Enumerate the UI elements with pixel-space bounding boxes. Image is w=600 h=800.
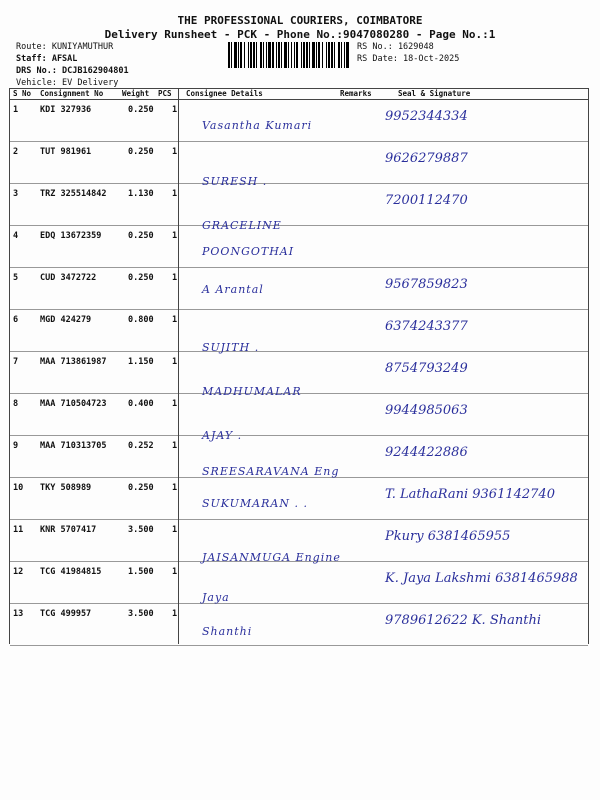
signature-handwritten: Pkury 6381465955	[385, 529, 511, 544]
column-divider	[178, 89, 179, 644]
table-row	[10, 519, 588, 562]
row-pcs: 1	[172, 567, 178, 577]
row-consignment: TKY 508989	[40, 483, 92, 493]
signature-handwritten: 9944985063	[385, 403, 468, 418]
row-pcs: 1	[172, 105, 178, 115]
row-weight: 0.250	[128, 231, 154, 241]
consignee-name-handwritten: SUKUMARAN . .	[202, 497, 308, 510]
row-weight: 0.250	[128, 273, 154, 283]
rs-no-label: RS No.: 1629048	[357, 42, 434, 52]
consignee-name-handwritten: SURESH .	[202, 175, 268, 188]
consignee-name-handwritten: POONGOTHAI	[202, 245, 295, 258]
col-consignment: Consignment No	[40, 89, 104, 98]
row-consignment: TRZ 325514842	[40, 189, 107, 199]
row-pcs: 1	[172, 231, 178, 241]
row-sno: 5	[13, 273, 19, 283]
row-consignment: MAA 710504723	[40, 399, 107, 409]
row-consignment: TCG 499957	[40, 609, 92, 619]
consignee-name-handwritten: JAISANMUGA Engine	[202, 551, 341, 564]
row-weight: 1.130	[128, 189, 154, 199]
row-pcs: 1	[172, 525, 178, 535]
col-pcs: PCS	[158, 89, 172, 98]
drs-label: DRS No.: DCJB162904801	[16, 66, 129, 76]
row-sno: 11	[13, 525, 24, 535]
row-weight: 3.500	[128, 609, 154, 619]
row-pcs: 1	[172, 609, 178, 619]
row-consignment: KNR 5707417	[40, 525, 97, 535]
table-row	[10, 309, 588, 352]
row-sno: 7	[13, 357, 19, 367]
signature-handwritten: 9952344334	[385, 109, 468, 124]
table-row	[10, 99, 588, 142]
signature-handwritten: T. LathaRani 9361142740	[385, 487, 555, 502]
runsheet-subtitle: Delivery Runsheet - PCK - Phone No.:9047080280 - Page No.:1	[104, 28, 496, 41]
row-consignment: MGD 424279	[40, 315, 92, 325]
col-sno: S No	[13, 89, 32, 98]
row-weight: 0.250	[128, 483, 154, 493]
row-pcs: 1	[172, 441, 178, 451]
consignee-name-handwritten: Jaya	[202, 591, 230, 604]
consignee-name-handwritten: MADHUMALAR	[202, 385, 302, 398]
row-sno: 10	[13, 483, 24, 493]
signature-handwritten: 6374243377	[385, 319, 468, 334]
row-pcs: 1	[172, 147, 178, 157]
company-title: THE PROFESSIONAL COURIERS, COIMBATORE	[177, 14, 423, 27]
row-sno: 3	[13, 189, 19, 199]
table-row	[10, 477, 588, 520]
row-weight: 0.250	[128, 105, 154, 115]
row-consignment: KDI 327936	[40, 105, 92, 115]
route-label: Route: KUNIYAMUTHUR	[16, 42, 114, 52]
row-pcs: 1	[172, 189, 178, 199]
row-weight: 0.252	[128, 441, 154, 451]
row-sno: 13	[13, 609, 24, 619]
row-consignment: MAA 713861987	[40, 357, 107, 367]
consignee-name-handwritten: Vasantha Kumari	[202, 119, 313, 132]
meta-left	[16, 41, 129, 89]
table-row	[10, 393, 588, 442]
vehicle-label: Vehicle: EV Delivery	[16, 78, 119, 88]
row-consignment: EDQ 13672359	[40, 231, 102, 241]
staff-label: Staff: AFSAL	[16, 54, 78, 64]
row-sno: 4	[13, 231, 19, 241]
consignee-name-handwritten: A Arantal	[202, 283, 264, 296]
row-sno: 12	[13, 567, 24, 577]
consignee-name-handwritten: SREESARAVANA Eng	[202, 465, 340, 478]
row-weight: 0.400	[128, 399, 154, 409]
row-consignment: TCG 41984815	[40, 567, 102, 577]
col-signature: Seal & Signature	[398, 89, 471, 98]
barcode-image	[228, 42, 350, 68]
row-sno: 6	[13, 315, 19, 325]
row-pcs: 1	[172, 483, 178, 493]
row-pcs: 1	[172, 315, 178, 325]
table-row	[10, 603, 588, 646]
signature-handwritten: 9789612622 K. Shanthi	[385, 613, 541, 628]
row-pcs: 1	[172, 399, 178, 409]
signature-handwritten: 9244422886	[385, 445, 468, 460]
row-sno: 9	[13, 441, 19, 451]
row-sno: 2	[13, 147, 19, 157]
row-pcs: 1	[172, 273, 178, 283]
row-weight: 1.500	[128, 567, 154, 577]
row-weight: 0.800	[128, 315, 154, 325]
table-row	[10, 141, 588, 188]
col-remarks: Remarks	[340, 89, 372, 98]
signature-handwritten: 9626279887	[385, 151, 468, 166]
row-pcs: 1	[172, 357, 178, 367]
row-sno: 1	[13, 105, 19, 115]
table-row	[10, 435, 588, 478]
rs-date-label: RS Date: 18-Oct-2025	[357, 54, 460, 64]
runsheet-table	[9, 88, 589, 644]
meta-right	[357, 41, 459, 65]
table-row	[10, 561, 588, 604]
consignee-name-handwritten: SUJITH .	[202, 341, 260, 354]
row-consignment: TUT 981961	[40, 147, 92, 157]
table-row	[10, 351, 588, 398]
signature-handwritten: 8754793249	[385, 361, 468, 376]
col-weight: Weight	[122, 89, 150, 98]
row-weight: 0.250	[128, 147, 154, 157]
signature-handwritten: K. Jaya Lakshmi 6381465988	[385, 571, 578, 586]
consignee-name-handwritten: Shanthi	[202, 625, 253, 638]
table-row	[10, 225, 588, 268]
col-consignee: Consignee Details	[186, 89, 263, 98]
signature-handwritten: 7200112470	[385, 193, 468, 208]
row-consignment: MAA 710313705	[40, 441, 107, 451]
signature-handwritten: 9567859823	[385, 277, 468, 292]
row-weight: 1.150	[128, 357, 154, 367]
row-consignment: CUD 3472722	[40, 273, 97, 283]
consignee-name-handwritten: AJAY .	[202, 429, 243, 442]
table-row	[10, 267, 588, 310]
consignee-name-handwritten: GRACELINE	[202, 219, 282, 232]
table-row	[10, 183, 588, 232]
row-weight: 3.500	[128, 525, 154, 535]
row-sno: 8	[13, 399, 19, 409]
